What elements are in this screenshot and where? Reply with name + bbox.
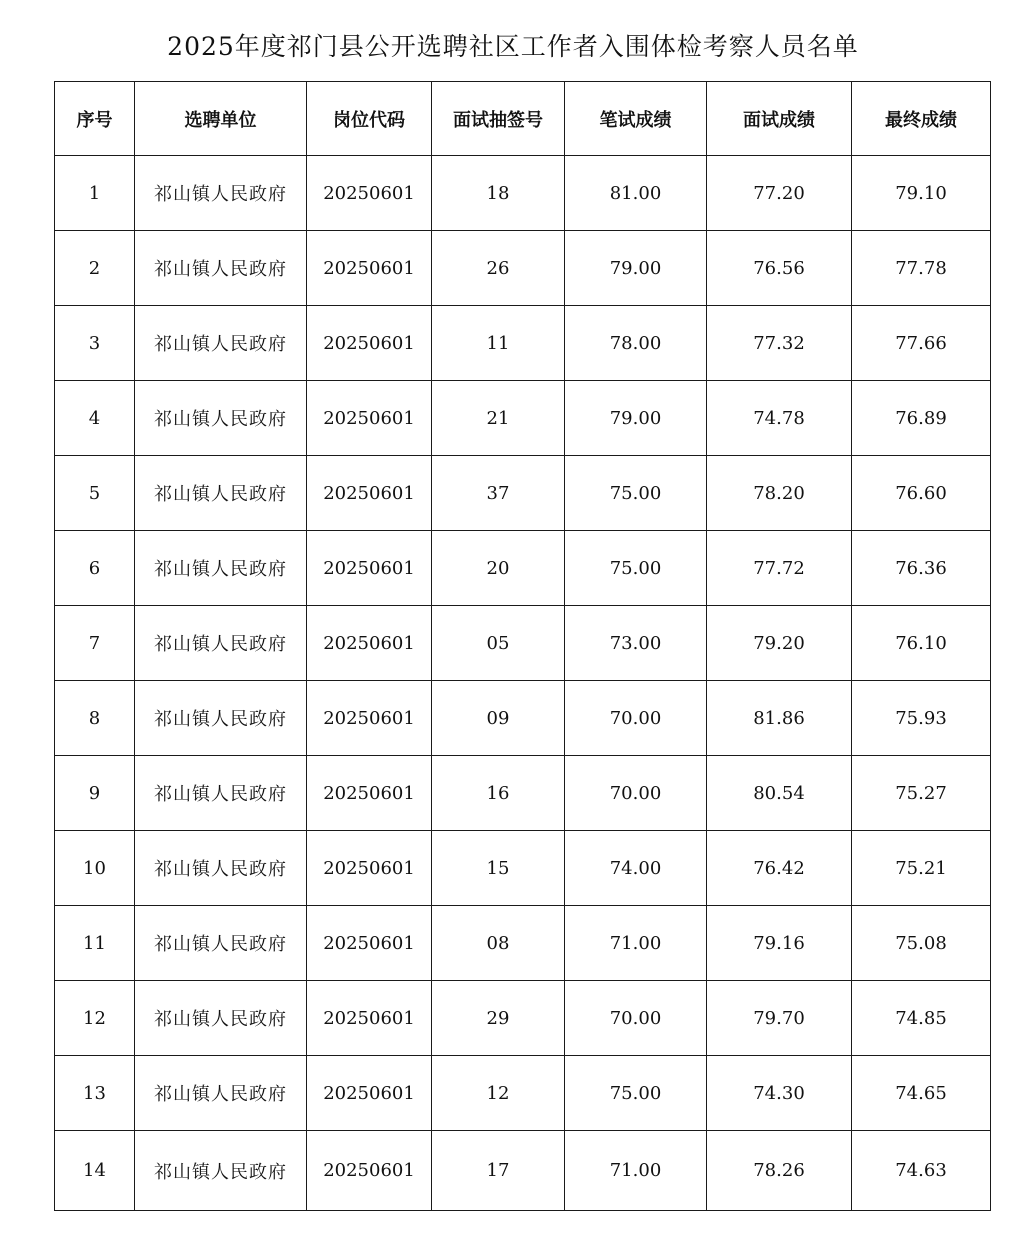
cell-draw-number: 21: [432, 381, 565, 456]
cell-post-code: 20250601: [307, 1131, 432, 1211]
cell-seq: 11: [55, 906, 135, 981]
cell-unit: 祁山镇人民政府: [135, 606, 307, 681]
cell-post-code: 20250601: [307, 981, 432, 1056]
table-header: [55, 82, 991, 156]
table-row: [55, 831, 991, 906]
cell-final-score: 79.10: [852, 156, 991, 231]
cell-interview-score: 76.42: [707, 831, 852, 906]
cell-interview-score: 74.78: [707, 381, 852, 456]
cell-final-score: 74.85: [852, 981, 991, 1056]
cell-post-code: 20250601: [307, 531, 432, 606]
cell-unit: 祁山镇人民政府: [135, 381, 307, 456]
cell-post-code: 20250601: [307, 231, 432, 306]
table-row: [55, 1131, 991, 1211]
cell-written-score: 71.00: [565, 906, 707, 981]
cell-post-code: 20250601: [307, 381, 432, 456]
table-row: [55, 456, 991, 531]
cell-draw-number: 15: [432, 831, 565, 906]
cell-seq: 8: [55, 681, 135, 756]
cell-final-score: 76.60: [852, 456, 991, 531]
cell-draw-number: 20: [432, 531, 565, 606]
table-row: [55, 756, 991, 831]
candidate-table: [54, 81, 991, 1211]
cell-post-code: 20250601: [307, 831, 432, 906]
cell-interview-score: 79.16: [707, 906, 852, 981]
header-cell-draw-number: 面试抽签号: [432, 82, 565, 156]
cell-unit: 祁山镇人民政府: [135, 906, 307, 981]
table-row: [55, 156, 991, 231]
header-cell-post-code: 岗位代码: [307, 82, 432, 156]
cell-written-score: 81.00: [565, 156, 707, 231]
cell-unit: 祁山镇人民政府: [135, 156, 307, 231]
table-row: [55, 381, 991, 456]
cell-unit: 祁山镇人民政府: [135, 831, 307, 906]
cell-interview-score: 76.56: [707, 231, 852, 306]
cell-seq: 12: [55, 981, 135, 1056]
page-title: 2025年度祁门县公开选聘社区工作者入围体检考察人员名单: [167, 32, 859, 61]
cell-seq: 7: [55, 606, 135, 681]
cell-written-score: 70.00: [565, 756, 707, 831]
cell-post-code: 20250601: [307, 306, 432, 381]
cell-draw-number: 11: [432, 306, 565, 381]
cell-unit: 祁山镇人民政府: [135, 681, 307, 756]
cell-unit: 祁山镇人民政府: [135, 231, 307, 306]
table-row: [55, 231, 991, 306]
cell-unit: 祁山镇人民政府: [135, 1056, 307, 1131]
cell-draw-number: 05: [432, 606, 565, 681]
cell-draw-number: 09: [432, 681, 565, 756]
cell-interview-score: 79.20: [707, 606, 852, 681]
cell-interview-score: 78.20: [707, 456, 852, 531]
cell-interview-score: 77.72: [707, 531, 852, 606]
header-row: [55, 82, 991, 156]
header-cell-seq: 序号: [55, 82, 135, 156]
header-cell-final-score: 最终成绩: [852, 82, 991, 156]
cell-written-score: 71.00: [565, 1131, 707, 1211]
cell-post-code: 20250601: [307, 156, 432, 231]
cell-draw-number: 37: [432, 456, 565, 531]
table-row: [55, 1056, 991, 1131]
table-body: [55, 156, 991, 1211]
cell-post-code: 20250601: [307, 1056, 432, 1131]
cell-draw-number: 08: [432, 906, 565, 981]
cell-unit: 祁山镇人民政府: [135, 756, 307, 831]
cell-written-score: 73.00: [565, 606, 707, 681]
cell-written-score: 75.00: [565, 531, 707, 606]
table-row: [55, 681, 991, 756]
cell-written-score: 75.00: [565, 456, 707, 531]
cell-post-code: 20250601: [307, 456, 432, 531]
cell-interview-score: 79.70: [707, 981, 852, 1056]
cell-draw-number: 17: [432, 1131, 565, 1211]
cell-seq: 9: [55, 756, 135, 831]
cell-unit: 祁山镇人民政府: [135, 306, 307, 381]
header-cell-written-score: 笔试成绩: [565, 82, 707, 156]
cell-draw-number: 29: [432, 981, 565, 1056]
cell-post-code: 20250601: [307, 606, 432, 681]
cell-draw-number: 26: [432, 231, 565, 306]
cell-interview-score: 77.32: [707, 306, 852, 381]
cell-seq: 3: [55, 306, 135, 381]
cell-final-score: 75.08: [852, 906, 991, 981]
cell-final-score: 76.10: [852, 606, 991, 681]
cell-seq: 5: [55, 456, 135, 531]
cell-final-score: 75.93: [852, 681, 991, 756]
cell-seq: 14: [55, 1131, 135, 1211]
cell-seq: 10: [55, 831, 135, 906]
cell-interview-score: 78.26: [707, 1131, 852, 1211]
cell-unit: 祁山镇人民政府: [135, 531, 307, 606]
cell-interview-score: 80.54: [707, 756, 852, 831]
cell-draw-number: 18: [432, 156, 565, 231]
cell-interview-score: 77.20: [707, 156, 852, 231]
cell-seq: 4: [55, 381, 135, 456]
cell-final-score: 76.36: [852, 531, 991, 606]
table-row: [55, 306, 991, 381]
cell-final-score: 76.89: [852, 381, 991, 456]
cell-seq: 13: [55, 1056, 135, 1131]
cell-written-score: 79.00: [565, 381, 707, 456]
cell-final-score: 77.78: [852, 231, 991, 306]
cell-interview-score: 81.86: [707, 681, 852, 756]
cell-unit: 祁山镇人民政府: [135, 1131, 307, 1211]
cell-post-code: 20250601: [307, 906, 432, 981]
cell-final-score: 74.63: [852, 1131, 991, 1211]
cell-draw-number: 16: [432, 756, 565, 831]
cell-unit: 祁山镇人民政府: [135, 456, 307, 531]
cell-post-code: 20250601: [307, 756, 432, 831]
cell-final-score: 75.21: [852, 831, 991, 906]
table-row: [55, 606, 991, 681]
table-row: [55, 981, 991, 1056]
header-cell-interview-score: 面试成绩: [707, 82, 852, 156]
cell-final-score: 75.27: [852, 756, 991, 831]
cell-seq: 6: [55, 531, 135, 606]
header-cell-unit: 选聘单位: [135, 82, 307, 156]
table-row: [55, 906, 991, 981]
cell-written-score: 79.00: [565, 231, 707, 306]
cell-post-code: 20250601: [307, 681, 432, 756]
cell-written-score: 78.00: [565, 306, 707, 381]
cell-interview-score: 74.30: [707, 1056, 852, 1131]
table-row: [55, 531, 991, 606]
cell-seq: 2: [55, 231, 135, 306]
cell-final-score: 74.65: [852, 1056, 991, 1131]
cell-unit: 祁山镇人民政府: [135, 981, 307, 1056]
cell-written-score: 74.00: [565, 831, 707, 906]
cell-seq: 1: [55, 156, 135, 231]
cell-written-score: 70.00: [565, 681, 707, 756]
cell-draw-number: 12: [432, 1056, 565, 1131]
cell-written-score: 75.00: [565, 1056, 707, 1131]
cell-final-score: 77.66: [852, 306, 991, 381]
cell-written-score: 70.00: [565, 981, 707, 1056]
